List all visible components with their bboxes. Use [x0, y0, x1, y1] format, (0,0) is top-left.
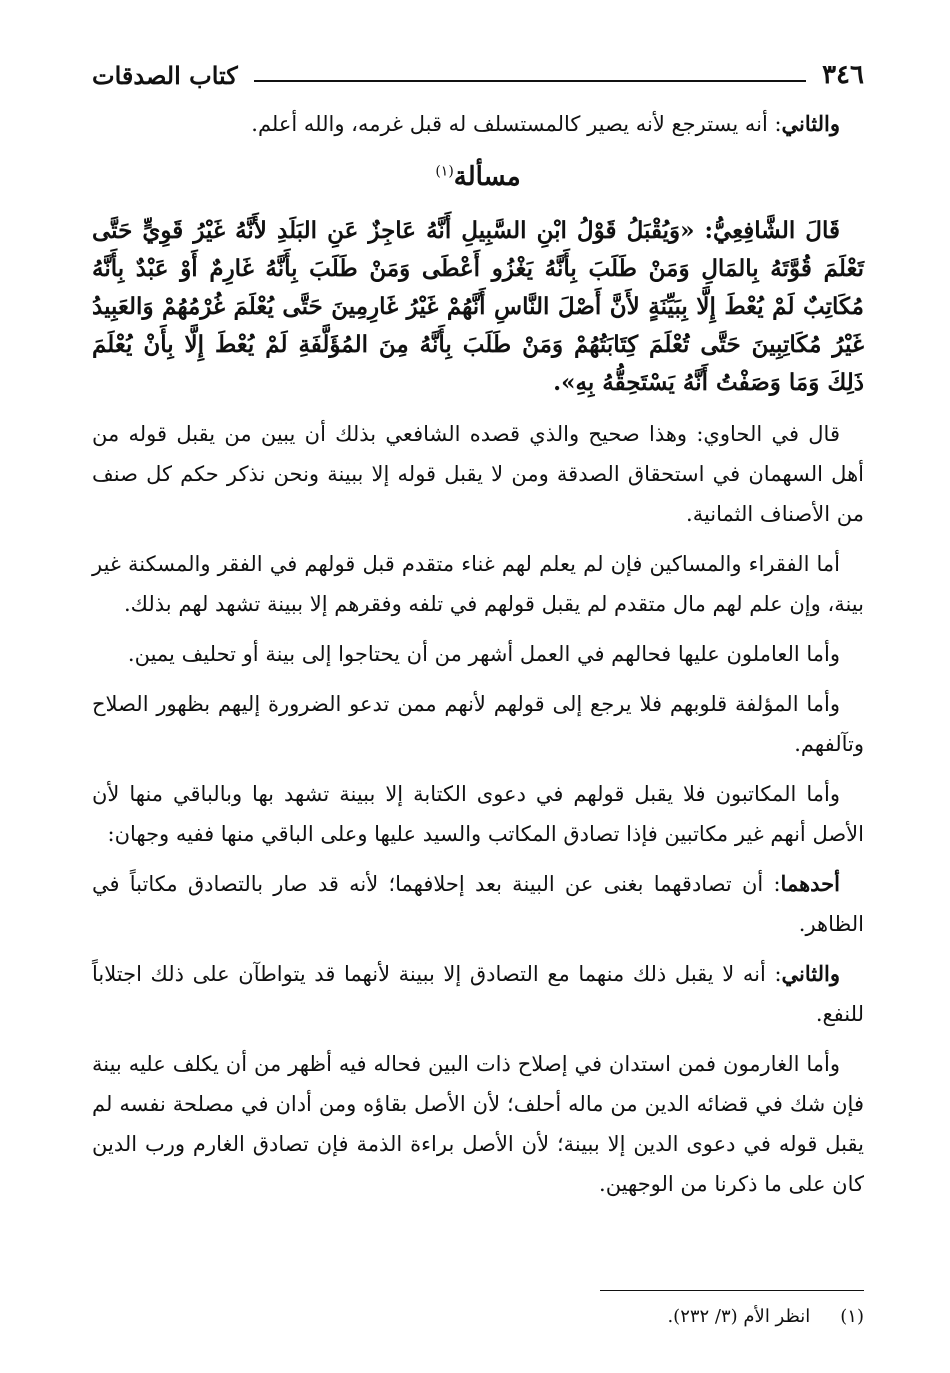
- paragraph: قال في الحاوي: وهذا صحيح والذي قصده الشافعي بذلك أن يبين من يقبل قوله من أهل السهمان في استحقاق الصدقة ومن لا يقبل قوله إلا ببينة ونحن نذكر حكم كل صنف من الأصناف الثمانية.: [92, 422, 864, 526]
- option-one-text: : أن تصادقهما بغنى عن البينة بعد إحلافهما؛ لأنه قد صار بالتصادق مكاتباً في الظاهر.: [92, 872, 864, 936]
- section-heading: [92, 162, 864, 192]
- option-two-text: : أنه لا يقبل ذلك منهما مع التصادق إلا ببينة لأنهما قد يتواطآن على ذلك اجتلاباً للنفع.: [92, 962, 864, 1026]
- footnote-rule: [600, 1290, 864, 1291]
- footnote-number: (١): [840, 1306, 864, 1327]
- option-one-label: أحدهما: [780, 871, 840, 896]
- quote-text: قَالَ الشَّافِعِيُّ: «وَيُقْبَلُ قَوْلُ ابْنِ السَّبِيلِ أَنَّهُ عَاجِزٌ عَنِ البَلَدِ لأَنَّهُ غَيْرُ قَوِيٍّ حَتَّى تَعْلَمَ قُوَّتَهُ بِالمَالِ وَمَنْ طَلَبَ بِأَنَّهُ يَغْزُو أَعْطَى وَمَنْ طَلَبَ بِأَنَّهُ غَارِمٌ أَوْ عَبْدٌ بِأَنَّهُ مُكَاتِبٌ لَمْ يُعْطَ إِلَّا بِبَيِّنَةٍ لأَنَّ أَصْلَ النَّاسِ أَنَّهُمْ غَيْرُ غَارِمِينَ حَتَّى يُعْلَمَ غُرْمُهُمْ وَالعَبِيدُ غَيْرُ مُكَاتِبِينَ حَتَّى تُعْلَمَ كِتَابَتُهُمْ وَمَنْ طَلَبَ بِأَنَّهُ مِنَ المُؤَلَّفَةِ لَمْ يُعْطَ إِلَّا بِأَنْ يُعْلَمَ ذَلِكَ وَمَا وَصَفْتُ أَنَّهُ يَسْتَحِقُّهُ بِهِ».: [92, 217, 864, 396]
- intro-label: والثاني: [781, 111, 840, 136]
- intro-text: : أنه يسترجع لأنه يصير كالمستسلف له قبل غرمه، والله أعلم.: [251, 112, 782, 136]
- option-one: [92, 864, 864, 944]
- shafii-quote: [92, 212, 864, 402]
- body-text: [92, 414, 864, 1204]
- option-two-label: والثاني: [781, 961, 840, 986]
- page-header: [92, 58, 864, 92]
- paragraph: وأما المكاتبون فلا يقبل قولهم في دعوى الكتابة إلا ببينة تشهد بها وبالباقي منها لأن الأصل أنهم غير مكاتبين فإذا تصادق المكاتب والسيد عليها وعلى الباقي منها ففيه وجهان:: [92, 782, 864, 846]
- page-number: ٣٤٦: [822, 60, 864, 90]
- footnote: [92, 1302, 864, 1332]
- option-two: [92, 954, 864, 1034]
- paragraph: وأما العاملون عليها فحالهم في العمل أشهر من أن يحتاجوا إلى بينة أو تحليف يمين.: [127, 642, 840, 666]
- final-paragraph: وأما الغارمون فمن استدان في إصلاح ذات البين فحاله فيه أظهر من أن يكلف عليه بينة فإن شك في قضائه الدين من ماله أحلف؛ لأن الأصل بقاؤه ومن أدان في مصلحة نفسه لم يقبل قوله في دعوى الدين إلا ببينة؛ لأن الأصل براءة الذمة فإن تصادق الغارم ورب الدين كان على ما ذكرنا من الوجهين.: [92, 1052, 864, 1196]
- book-title: كتاب الصدقات: [92, 60, 238, 90]
- heading-footnote-ref: (١): [435, 163, 454, 180]
- intro-paragraph: [92, 104, 864, 144]
- header-rule: [254, 80, 806, 82]
- paragraph: أما الفقراء والمساكين فإن لم يعلم لهم غناء متقدم قبل قولهم في الفقر والمسكنة غير بينة، وإن علم لهم مال متقدم لم يقبل قولهم في تلفه وفقرهم إلا ببينة تشهد لهم بذلك.: [92, 552, 864, 616]
- paragraph: وأما المؤلفة قلوبهم فلا يرجع إلى قولهم لأنهم ممن تدعو الضرورة إليهم بظهور الصلاح وتآلفهم.: [92, 692, 864, 756]
- footnote-text: انظر الأم (٣/ ٢٣٢).: [667, 1306, 811, 1327]
- heading-title: مسألة: [453, 162, 521, 192]
